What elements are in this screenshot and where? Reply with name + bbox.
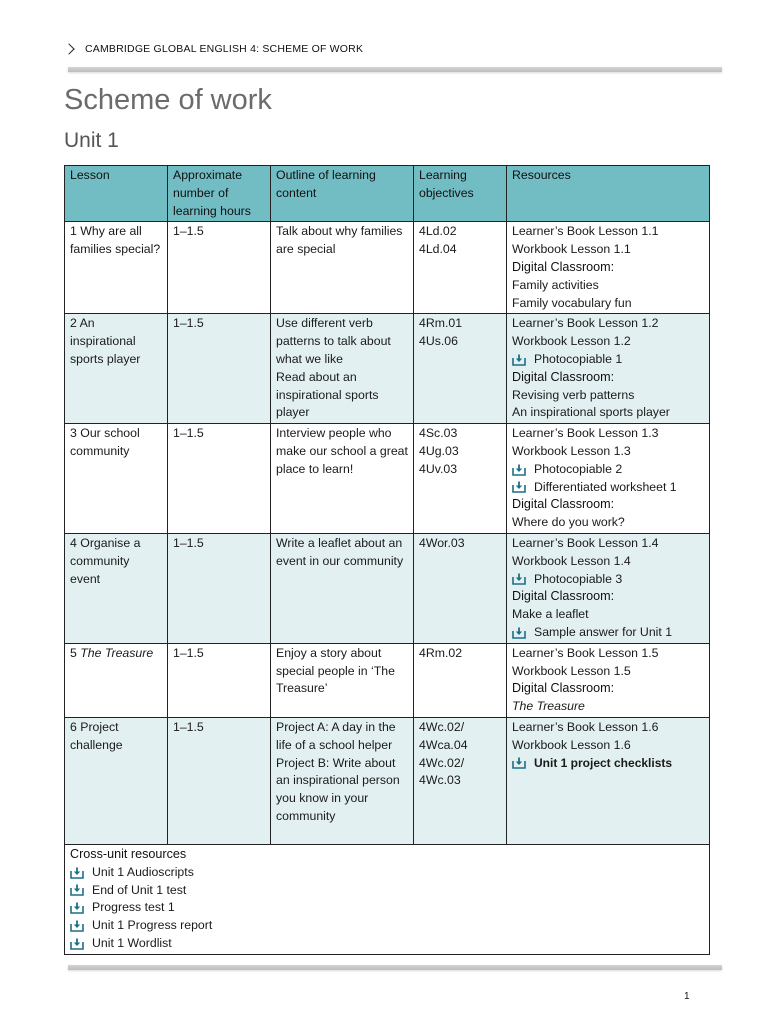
lesson-number: 5 [70,645,81,660]
resource-item [512,387,704,405]
objective-code: 4Ld.02 [419,224,457,239]
objectives-cell [414,643,507,717]
resource-label: Learner’s Book Lesson 1.2 [512,316,659,331]
resource-item [512,571,704,589]
resource-label: Learner’s Book Lesson 1.3 [512,426,659,441]
resource-item [512,315,704,333]
resource-label: Progress test 1 [92,900,175,915]
resource-label: Unit 1 Progress report [92,918,213,933]
resource-item [512,514,704,532]
digital-classroom-heading: Digital Classroom: [512,681,615,696]
resource-item [512,259,704,277]
download-icon [512,481,526,493]
download-icon [70,902,84,914]
resource-item [512,624,704,642]
resource-item [512,645,704,663]
resource-item [512,588,704,606]
resource-label: The Treasure [512,699,585,714]
running-header-text: CAMBRIDGE GLOBAL ENGLISH 4: SCHEME OF WORK [85,43,364,55]
lesson-cell [65,424,168,534]
objective-code: 4Ug.03 [419,443,459,458]
resource-label: Workbook Lesson 1.3 [512,443,631,458]
download-icon [512,627,526,639]
table-row [65,222,710,314]
download-icon [70,867,84,879]
footer-divider [68,965,722,970]
resource-label: Make a leaflet [512,607,589,622]
resource-label: An inspirational sports player [512,405,670,420]
resource-label: Where do you work? [512,515,625,530]
download-icon [512,757,526,769]
resources-cell [507,643,710,717]
digital-classroom-heading: Digital Classroom: [512,259,615,274]
resources-cell [507,314,710,424]
objective-code: 4Us.06 [419,334,458,349]
hours-cell: 1–1.5 [168,424,271,534]
lesson-cell [65,533,168,643]
col-header-objectives: Learning objectives [414,166,507,222]
resource-item [512,680,704,698]
resource-label: Learner’s Book Lesson 1.5 [512,645,659,660]
objective-code: 4Ld.04 [419,242,457,257]
cross-unit-item [70,899,704,917]
page-title: Scheme of work [64,84,272,116]
download-icon [512,573,526,585]
table-row [65,717,710,844]
cross-unit-item [70,864,704,882]
resource-item [512,479,704,497]
col-header-resources: Resources [507,166,710,222]
objective-code: 4Rm.01 [419,316,463,331]
hours-cell: 1–1.5 [168,717,271,844]
lesson-title: 4 Organise a community event [70,535,141,586]
resource-item [512,553,704,571]
resource-label: Differentiated worksheet 1 [534,479,677,494]
resource-item [512,223,704,241]
lesson-cell [65,717,168,844]
table-row [65,643,710,717]
hours-cell: 1–1.5 [168,314,271,424]
resource-label: Workbook Lesson 1.1 [512,242,631,257]
resource-label: Unit 1 Audioscripts [92,864,194,879]
resource-label: Learner’s Book Lesson 1.1 [512,224,659,239]
resources-cell [507,533,710,643]
outline-cell: Write a leaflet about an event in our community [271,533,414,643]
resource-item [512,277,704,295]
objective-code: 4Wca.04 [419,737,468,752]
resource-item [512,404,704,422]
resource-label: End of Unit 1 test [92,882,187,897]
objective-code: 4Uv.03 [419,461,458,476]
resource-label: Photocopiable 1 [534,351,623,366]
download-icon [512,464,526,476]
objective-code: 4Sc.03 [419,426,458,441]
objectives-cell [414,717,507,844]
resource-label: Learner’s Book Lesson 1.6 [512,719,659,734]
lesson-cell [65,222,168,314]
download-icon [70,884,84,896]
resource-label: Unit 1 project checklists [534,755,673,770]
download-icon [70,920,84,932]
download-icon [512,354,526,366]
cross-unit-cell [65,844,710,954]
scheme-of-work-table [64,165,710,955]
resource-label: Workbook Lesson 1.2 [512,334,631,349]
resources-cell [507,222,710,314]
outline-cell: Use different verb patterns to talk about what we like Read about an inspirational sports player [271,314,414,424]
chevron-right-icon [63,43,74,54]
resource-item [512,755,704,773]
objectives-cell [414,314,507,424]
resource-label: Workbook Lesson 1.4 [512,553,631,568]
resource-item [512,241,704,259]
col-header-outline: Outline of learning content [271,166,414,222]
cross-unit-item [70,882,704,900]
lesson-title: 1 Why are all families special? [70,224,161,257]
page-number: 1 [684,991,690,1002]
table-row [65,533,710,643]
digital-classroom-heading: Digital Classroom: [512,369,615,384]
hours-cell: 1–1.5 [168,533,271,643]
lesson-cell [65,314,168,424]
resource-item [512,606,704,624]
table-row [65,424,710,534]
digital-classroom-heading: Digital Classroom: [512,497,615,512]
running-header [64,40,363,58]
objectives-cell [414,424,507,534]
resource-item [512,351,704,369]
header-divider [68,67,722,72]
resource-label: Workbook Lesson 1.5 [512,663,631,678]
cross-unit-item [70,917,704,935]
objective-code: 4Wc.02/ [419,719,465,734]
resource-label: Photocopiable 2 [534,461,623,476]
objective-code: 4Wc.03 [419,773,461,788]
resource-label: Revising verb patterns [512,387,635,402]
table-header-row [65,166,710,222]
resource-item [512,461,704,479]
resource-label: Workbook Lesson 1.6 [512,737,631,752]
objective-code: 4Wc.02/ [419,755,465,770]
resource-item [512,333,704,351]
cross-unit-item [70,935,704,953]
objectives-cell [414,533,507,643]
resource-item [512,443,704,461]
unit-title: Unit 1 [64,129,119,152]
resource-item [512,496,704,514]
resource-item [512,369,704,387]
resource-label: Family activities [512,277,599,292]
cross-unit-row [65,844,710,954]
resource-label: Unit 1 Wordlist [92,935,172,950]
resource-label: Learner’s Book Lesson 1.4 [512,535,659,550]
resource-item [512,737,704,755]
lesson-title: 6 Project challenge [70,719,123,752]
cross-unit-heading: Cross-unit resources [70,846,187,861]
outline-cell: Talk about why families are special [271,222,414,314]
lesson-cell [65,643,168,717]
resource-item [512,295,704,313]
resource-item [512,719,704,737]
outline-cell: Project A: A day in the life of a school helper Project B: Write about an inspirational person you know in your community [271,717,414,844]
resource-label: Photocopiable 3 [534,571,623,586]
lesson-title: 3 Our school community [70,426,140,458]
resource-label: Family vocabulary fun [512,295,632,310]
resource-item [512,663,704,681]
col-header-hours: Approximate number of learning hours [168,166,271,222]
table-row [65,314,710,424]
download-icon [70,938,84,950]
hours-cell: 1–1.5 [168,222,271,314]
lesson-title: The Treasure [80,645,154,660]
hours-cell: 1–1.5 [168,643,271,717]
resource-item [512,535,704,553]
objectives-cell [414,222,507,314]
resource-label: Sample answer for Unit 1 [534,624,673,639]
outline-cell: Enjoy a story about special people in ‘The Treasure’ [271,643,414,717]
objective-code: 4Wor.03 [419,535,465,550]
outline-cell: Interview people who make our school a great place to learn! [271,424,414,534]
resource-item [512,425,704,443]
resource-item [512,698,704,716]
digital-classroom-heading: Digital Classroom: [512,589,615,604]
lesson-title: 2 An inspirational sports player [70,316,141,366]
resources-cell [507,424,710,534]
col-header-lesson: Lesson [65,166,168,222]
resources-cell [507,717,710,844]
objective-code: 4Rm.02 [419,645,463,660]
